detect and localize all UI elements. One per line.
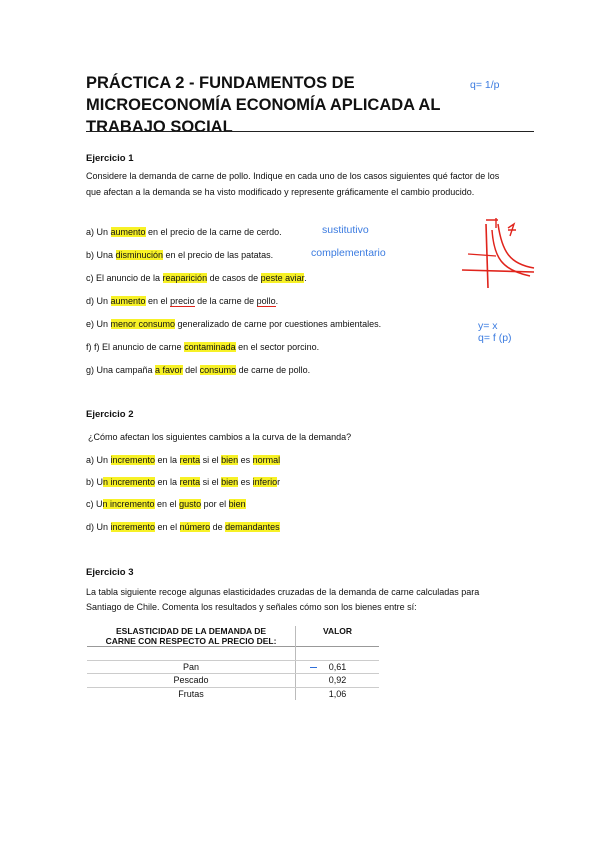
title-strike-line [86, 131, 534, 132]
table-header-row [87, 626, 379, 647]
note-sustitutivo: sustitutivo [322, 224, 369, 236]
elasticity-table [87, 626, 379, 700]
ejercicio-2-intro: ¿Cómo afectan los siguientes cambios a la curva de la demanda? [88, 432, 352, 442]
note-complementario: complementario [311, 247, 386, 259]
table-header-good: ESLASTICIDAD DE LA DEMANDA DE CARNE CON RESPECTO AL PRECIO DEL: [105, 626, 277, 646]
ej2-item-b: b) Un incremento en la renta si el bien es inferior [86, 477, 281, 487]
ejercicio-3-intro: La tabla siguiente recoge algunas elasticidades cruzadas de la demanda de carne calculadas para Santiago de Chile. Comenta los resultados y señales cómo son los bienes entre sí: [86, 587, 480, 612]
ej1-item-g: g) Una campaña a favor del consumo de carne de pollo. [86, 365, 311, 375]
table-row: Pescado 0,92 [87, 674, 379, 688]
note-q-equation: q= 1/p [470, 79, 500, 91]
ej1-item-e: e) Un menor consumo generalizado de carne por cuestiones ambientales. [86, 319, 382, 329]
ej2-item-d: d) Un incremento en el número de demandantes [86, 522, 280, 532]
ejercicio-3-heading: Ejercicio 3 [86, 567, 134, 578]
table-spacer-row [87, 647, 379, 661]
note-y-equation: y= x [478, 320, 498, 332]
ejercicio-1-heading: Ejercicio 1 [86, 153, 134, 164]
table-row: Frutas 1,06 [87, 687, 379, 700]
demand-curve-sketch [458, 214, 538, 292]
ejercicio-2-heading: Ejercicio 2 [86, 409, 134, 420]
ejercicio-1-intro: Considere la demanda de carne de pollo. Indique en cada uno de los casos siguientes qué factor de los que afectan a la demanda se ha visto modificado y represente gráficamente el cambio producido. [86, 171, 500, 197]
table-header-value: VALOR [296, 626, 380, 647]
handwritten-minus-mark [310, 667, 317, 669]
ej1-item-f: f) f) El anuncio de carne contaminada en el sector porcino. [86, 342, 320, 352]
ej1-item-a: a) Un aumento en el precio de la carne de cerdo. [86, 227, 282, 237]
ej2-item-c: c) Un incremento en el gusto por el bien [86, 499, 246, 509]
ej1-item-b: b) Una disminución en el precio de las patatas. [86, 250, 274, 260]
page-title: PRÁCTICA 2 - FUNDAMENTOS DE MICROECONOMÍA ECONOMÍA APLICADA AL TRABAJO SOCIAL [86, 74, 441, 136]
table-row: Pan 0,61 [87, 660, 379, 674]
ej1-item-d: d) Un aumento en el precio de la carne de pollo. [86, 296, 279, 306]
ej1-item-c: c) El anuncio de la reaparición de casos de peste aviar. [86, 273, 307, 283]
ej2-item-a: a) Un incremento en la renta si el bien es normal [86, 455, 281, 465]
note-q-function: q= f (p) [478, 332, 512, 344]
